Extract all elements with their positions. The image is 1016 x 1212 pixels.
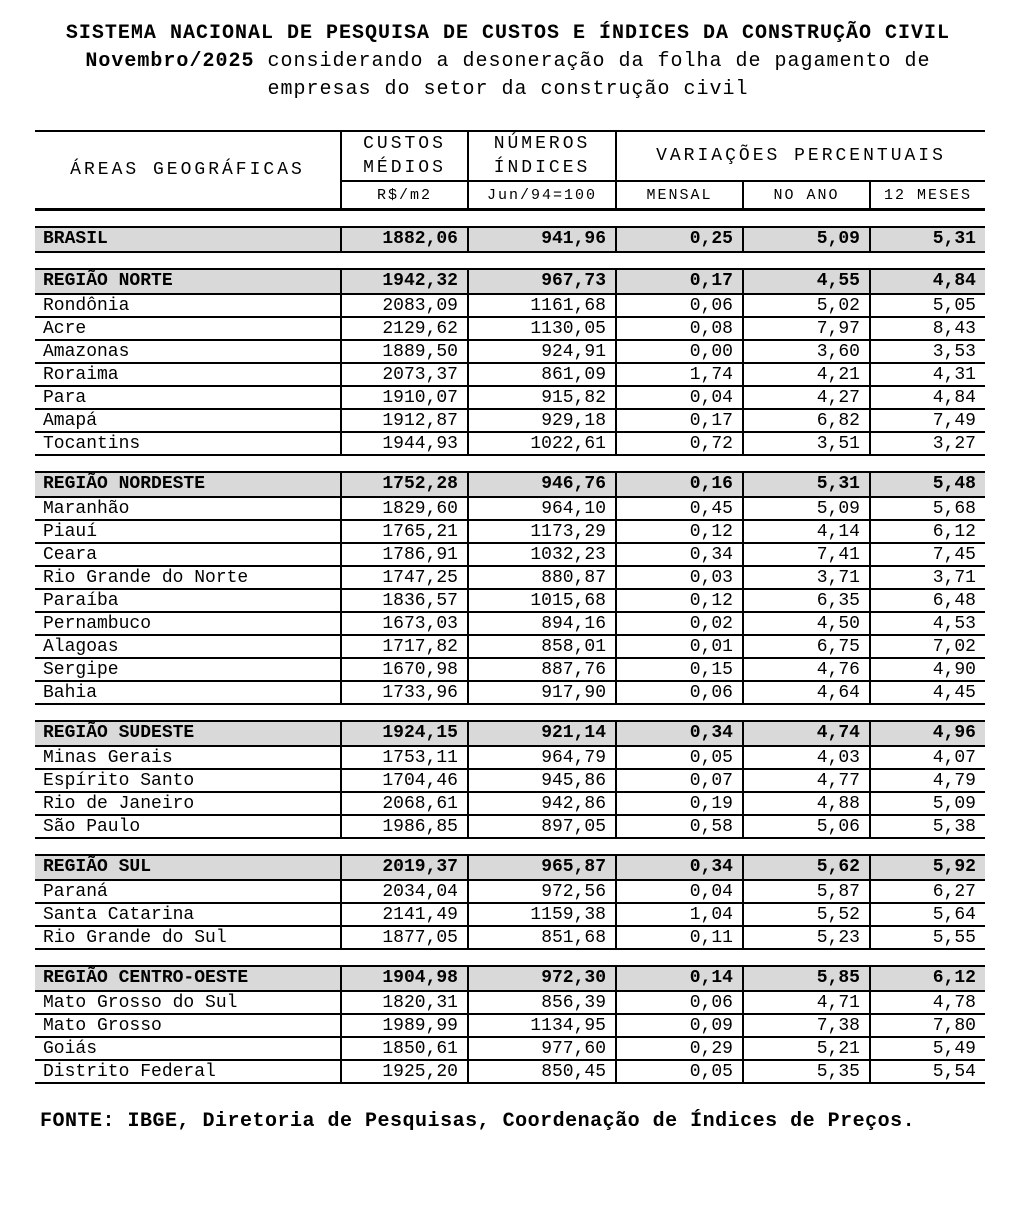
value-cell: 0,02 <box>615 613 742 634</box>
value-cell: 1159,38 <box>467 904 615 925</box>
value-cell: 1912,87 <box>340 410 467 431</box>
table-row <box>35 879 985 902</box>
value-cell: 1877,05 <box>340 927 467 948</box>
value-cell: 1130,05 <box>467 318 615 339</box>
area-name: Paraíba <box>43 591 119 611</box>
value-cell: 0,12 <box>615 590 742 611</box>
section-value-cell: 4,55 <box>742 270 869 293</box>
value-cell: 1733,96 <box>340 682 467 703</box>
column-header-index-numbers: NÚMEROS ÍNDICES <box>467 132 615 182</box>
section-value-cell: 965,87 <box>467 856 615 879</box>
value-cell: 0,05 <box>615 1061 742 1082</box>
value-cell: 1889,50 <box>340 341 467 362</box>
value-cell: 4,14 <box>742 521 869 542</box>
value-cell: 4,88 <box>742 793 869 814</box>
value-cell: 5,06 <box>742 816 869 837</box>
table-row <box>35 362 985 385</box>
section-value-cell: 1924,15 <box>340 722 467 745</box>
report-period: Novembro/2025 <box>85 50 255 73</box>
value-cell: 5,55 <box>869 927 985 948</box>
value-cell: 0,01 <box>615 636 742 657</box>
table-row <box>35 902 985 925</box>
table-row <box>35 657 985 680</box>
table-row <box>35 791 985 814</box>
value-cell: 1786,91 <box>340 544 467 565</box>
area-name: Rondônia <box>43 296 130 316</box>
section-value-cell: 5,09 <box>742 228 869 251</box>
value-cell: 929,18 <box>467 410 615 431</box>
report-title: SISTEMA NACIONAL DE PESQUISA DE CUSTOS E ÍNDICES DA CONSTRUÇÃO CIVIL <box>65 22 951 45</box>
value-cell: 4,45 <box>869 682 985 703</box>
value-cell: 4,64 <box>742 682 869 703</box>
value-cell: 1670,98 <box>340 659 467 680</box>
value-cell: 5,38 <box>869 816 985 837</box>
table-row <box>35 588 985 611</box>
value-cell: 5,09 <box>869 793 985 814</box>
value-cell: 924,91 <box>467 341 615 362</box>
value-cell: 0,04 <box>615 387 742 408</box>
value-cell: 4,77 <box>742 770 869 791</box>
section-value-cell: 0,14 <box>615 967 742 990</box>
report-subtitle <box>0 48 1016 76</box>
subheader-unit-rs-m2: R$/m2 <box>340 182 467 208</box>
report-title-block <box>0 0 1016 104</box>
value-cell: 5,35 <box>742 1061 869 1082</box>
value-cell: 5,02 <box>742 295 869 316</box>
area-name: São Paulo <box>43 817 141 837</box>
value-cell: 972,56 <box>467 881 615 902</box>
value-cell: 5,09 <box>742 498 869 519</box>
value-cell: 0,72 <box>615 433 742 454</box>
value-cell: 858,01 <box>467 636 615 657</box>
area-name: Maranhão <box>43 499 130 519</box>
value-cell: 1836,57 <box>340 590 467 611</box>
table-row <box>35 431 985 454</box>
value-cell: 7,45 <box>869 544 985 565</box>
table-section <box>35 720 985 839</box>
value-cell: 1022,61 <box>467 433 615 454</box>
table-section <box>35 226 985 253</box>
table-row <box>35 385 985 408</box>
value-cell: 1032,23 <box>467 544 615 565</box>
area-name: Goiás <box>43 1039 98 1059</box>
table-header <box>35 130 985 211</box>
table-section <box>35 854 985 950</box>
section-value-cell: 4,74 <box>742 722 869 745</box>
value-cell: 7,41 <box>742 544 869 565</box>
value-cell: 0,06 <box>615 992 742 1013</box>
value-cell: 1,04 <box>615 904 742 925</box>
section-value-cell: 4,84 <box>869 270 985 293</box>
table-row <box>35 768 985 791</box>
section-value-cell: 1942,32 <box>340 270 467 293</box>
section-value-cell: 4,96 <box>869 722 985 745</box>
section-value-cell: 972,30 <box>467 967 615 990</box>
table-row <box>35 339 985 362</box>
area-name: Amazonas <box>43 342 130 362</box>
value-cell: 6,48 <box>869 590 985 611</box>
table-row <box>35 745 985 768</box>
area-name: Minas Gerais <box>43 748 173 768</box>
value-cell: 1161,68 <box>467 295 615 316</box>
value-cell: 5,64 <box>869 904 985 925</box>
area-name: Distrito Federal <box>43 1062 216 1082</box>
value-cell: 7,49 <box>869 410 985 431</box>
value-cell: 1986,85 <box>340 816 467 837</box>
value-cell: 7,97 <box>742 318 869 339</box>
table-row <box>35 408 985 431</box>
value-cell: 4,27 <box>742 387 869 408</box>
value-cell: 0,00 <box>615 341 742 362</box>
section-value-cell: 5,31 <box>869 228 985 251</box>
costs-indices-table <box>35 130 985 1084</box>
section-header-row <box>35 228 985 251</box>
table-row <box>35 990 985 1013</box>
value-cell: 4,90 <box>869 659 985 680</box>
value-cell: 0,17 <box>615 410 742 431</box>
section-name: REGIÃO CENTRO-OESTE <box>43 968 249 988</box>
value-cell: 3,71 <box>742 567 869 588</box>
value-cell: 5,54 <box>869 1061 985 1082</box>
value-cell: 7,38 <box>742 1015 869 1036</box>
value-cell: 4,03 <box>742 747 869 768</box>
value-cell: 2141,49 <box>340 904 467 925</box>
section-name: REGIÃO NORTE <box>43 271 173 291</box>
value-cell: 1753,11 <box>340 747 467 768</box>
section-header-row <box>35 722 985 745</box>
value-cell: 3,51 <box>742 433 869 454</box>
section-name: REGIÃO SUL <box>43 857 152 877</box>
area-name: Mato Grosso <box>43 1016 162 1036</box>
section-value-cell: 1882,06 <box>340 228 467 251</box>
section-name: BRASIL <box>43 229 108 249</box>
area-name: Paraná <box>43 882 108 902</box>
value-cell: 1015,68 <box>467 590 615 611</box>
value-cell: 917,90 <box>467 682 615 703</box>
column-header-percent-variations: VARIAÇÕES PERCENTUAIS <box>615 132 985 182</box>
value-cell: 0,58 <box>615 816 742 837</box>
value-cell: 5,52 <box>742 904 869 925</box>
value-cell: 1925,20 <box>340 1061 467 1082</box>
area-name: Tocantins <box>43 434 141 454</box>
value-cell: 0,06 <box>615 682 742 703</box>
subheader-base-jun94: Jun/94=100 <box>467 182 615 208</box>
value-cell: 4,79 <box>869 770 985 791</box>
value-cell: 6,12 <box>869 521 985 542</box>
report-subtitle-text: considerando a desoneração da folha de pagamento de <box>254 50 931 73</box>
table-body <box>35 226 985 1084</box>
value-cell: 4,53 <box>869 613 985 634</box>
value-cell: 0,15 <box>615 659 742 680</box>
value-cell: 945,86 <box>467 770 615 791</box>
value-cell: 1820,31 <box>340 992 467 1013</box>
section-value-cell: 6,12 <box>869 967 985 990</box>
section-name: REGIÃO SUDESTE <box>43 723 195 743</box>
column-header-geographic-areas: ÁREAS GEOGRÁFICAS <box>70 160 305 180</box>
value-cell: 6,35 <box>742 590 869 611</box>
area-name: Rio de Janeiro <box>43 794 195 814</box>
value-cell: 3,60 <box>742 341 869 362</box>
value-cell: 942,86 <box>467 793 615 814</box>
value-cell: 4,50 <box>742 613 869 634</box>
section-value-cell: 921,14 <box>467 722 615 745</box>
value-cell: 0,45 <box>615 498 742 519</box>
value-cell: 1910,07 <box>340 387 467 408</box>
section-value-cell: 5,31 <box>742 473 869 496</box>
table-row <box>35 1013 985 1036</box>
value-cell: 915,82 <box>467 387 615 408</box>
area-name: Santa Catarina <box>43 905 195 925</box>
report-subtitle-line2: empresas do setor da construção civil <box>267 78 749 101</box>
value-cell: 5,21 <box>742 1038 869 1059</box>
section-value-cell: 0,34 <box>615 722 742 745</box>
section-value-cell: 967,73 <box>467 270 615 293</box>
area-name: Sergipe <box>43 660 119 680</box>
value-cell: 897,05 <box>467 816 615 837</box>
table-row <box>35 316 985 339</box>
value-cell: 1765,21 <box>340 521 467 542</box>
value-cell: 4,21 <box>742 364 869 385</box>
value-cell: 887,76 <box>467 659 615 680</box>
value-cell: 856,39 <box>467 992 615 1013</box>
area-name: Acre <box>43 319 87 339</box>
area-name: Espírito Santo <box>43 771 195 791</box>
section-value-cell: 1904,98 <box>340 967 467 990</box>
section-value-cell: 0,16 <box>615 473 742 496</box>
area-name: Para <box>43 388 87 408</box>
value-cell: 5,23 <box>742 927 869 948</box>
value-cell: 0,08 <box>615 318 742 339</box>
value-cell: 0,11 <box>615 927 742 948</box>
value-cell: 964,79 <box>467 747 615 768</box>
value-cell: 5,49 <box>869 1038 985 1059</box>
value-cell: 0,34 <box>615 544 742 565</box>
value-cell: 3,53 <box>869 341 985 362</box>
value-cell: 0,05 <box>615 747 742 768</box>
value-cell: 851,68 <box>467 927 615 948</box>
area-name: Amapá <box>43 411 98 431</box>
source-note: FONTE: IBGE, Diretoria de Pesquisas, Coordenação de Índices de Preços. <box>40 1110 916 1133</box>
value-cell: 7,02 <box>869 636 985 657</box>
value-cell: 6,82 <box>742 410 869 431</box>
section-value-cell: 0,17 <box>615 270 742 293</box>
value-cell: 1850,61 <box>340 1038 467 1059</box>
table-row <box>35 565 985 588</box>
value-cell: 0,04 <box>615 881 742 902</box>
table-section <box>35 268 985 456</box>
table-row <box>35 1059 985 1082</box>
table-row <box>35 814 985 837</box>
value-cell: 4,07 <box>869 747 985 768</box>
area-name: Ceara <box>43 545 98 565</box>
column-header-average-costs: CUSTOS MÉDIOS <box>340 132 467 182</box>
table-section <box>35 471 985 705</box>
value-cell: 1944,93 <box>340 433 467 454</box>
value-cell: 3,27 <box>869 433 985 454</box>
section-value-cell: 5,48 <box>869 473 985 496</box>
value-cell: 1,74 <box>615 364 742 385</box>
section-value-cell: 5,85 <box>742 967 869 990</box>
table-row <box>35 1036 985 1059</box>
value-cell: 5,68 <box>869 498 985 519</box>
area-name: Piauí <box>43 522 98 542</box>
value-cell: 0,06 <box>615 295 742 316</box>
value-cell: 4,71 <box>742 992 869 1013</box>
section-value-cell: 946,76 <box>467 473 615 496</box>
value-cell: 1829,60 <box>340 498 467 519</box>
value-cell: 6,75 <box>742 636 869 657</box>
area-name: Pernambuco <box>43 614 152 634</box>
value-cell: 2129,62 <box>340 318 467 339</box>
value-cell: 0,29 <box>615 1038 742 1059</box>
section-value-cell: 0,34 <box>615 856 742 879</box>
value-cell: 0,07 <box>615 770 742 791</box>
value-cell: 2073,37 <box>340 364 467 385</box>
section-value-cell: 0,25 <box>615 228 742 251</box>
table-row <box>35 680 985 703</box>
area-name: Rio Grande do Norte <box>43 568 249 588</box>
value-cell: 1989,99 <box>340 1015 467 1036</box>
section-value-cell: 941,96 <box>467 228 615 251</box>
value-cell: 0,03 <box>615 567 742 588</box>
table-row <box>35 293 985 316</box>
value-cell: 861,09 <box>467 364 615 385</box>
table-row <box>35 634 985 657</box>
table-row <box>35 519 985 542</box>
table-row <box>35 496 985 519</box>
table-row <box>35 542 985 565</box>
subheader-12-months: 12 MESES <box>869 182 985 208</box>
table-row <box>35 925 985 948</box>
value-cell: 4,76 <box>742 659 869 680</box>
section-header-row <box>35 473 985 496</box>
value-cell: 977,60 <box>467 1038 615 1059</box>
value-cell: 1747,25 <box>340 567 467 588</box>
value-cell: 4,78 <box>869 992 985 1013</box>
value-cell: 2068,61 <box>340 793 467 814</box>
area-name: Bahia <box>43 683 98 703</box>
value-cell: 1134,95 <box>467 1015 615 1036</box>
value-cell: 5,87 <box>742 881 869 902</box>
value-cell: 850,45 <box>467 1061 615 1082</box>
section-header-row <box>35 967 985 990</box>
section-value-cell: 2019,37 <box>340 856 467 879</box>
value-cell: 1173,29 <box>467 521 615 542</box>
value-cell: 2034,04 <box>340 881 467 902</box>
section-header-row <box>35 856 985 879</box>
value-cell: 5,05 <box>869 295 985 316</box>
table-section <box>35 965 985 1084</box>
section-name: REGIÃO NORDESTE <box>43 474 206 494</box>
area-name: Rio Grande do Sul <box>43 928 227 948</box>
value-cell: 7,80 <box>869 1015 985 1036</box>
value-cell: 1673,03 <box>340 613 467 634</box>
table-row <box>35 611 985 634</box>
value-cell: 0,09 <box>615 1015 742 1036</box>
area-name: Mato Grosso do Sul <box>43 993 238 1013</box>
value-cell: 894,16 <box>467 613 615 634</box>
value-cell: 1704,46 <box>340 770 467 791</box>
value-cell: 0,19 <box>615 793 742 814</box>
value-cell: 4,31 <box>869 364 985 385</box>
section-value-cell: 5,92 <box>869 856 985 879</box>
value-cell: 964,10 <box>467 498 615 519</box>
value-cell: 6,27 <box>869 881 985 902</box>
subheader-year-to-date: NO ANO <box>742 182 869 208</box>
value-cell: 2083,09 <box>340 295 467 316</box>
section-value-cell: 5,62 <box>742 856 869 879</box>
section-value-cell: 1752,28 <box>340 473 467 496</box>
value-cell: 0,12 <box>615 521 742 542</box>
value-cell: 8,43 <box>869 318 985 339</box>
value-cell: 1717,82 <box>340 636 467 657</box>
value-cell: 880,87 <box>467 567 615 588</box>
area-name: Alagoas <box>43 637 119 657</box>
value-cell: 3,71 <box>869 567 985 588</box>
section-header-row <box>35 270 985 293</box>
area-name: Roraima <box>43 365 119 385</box>
value-cell: 4,84 <box>869 387 985 408</box>
subheader-monthly: MENSAL <box>615 182 742 208</box>
